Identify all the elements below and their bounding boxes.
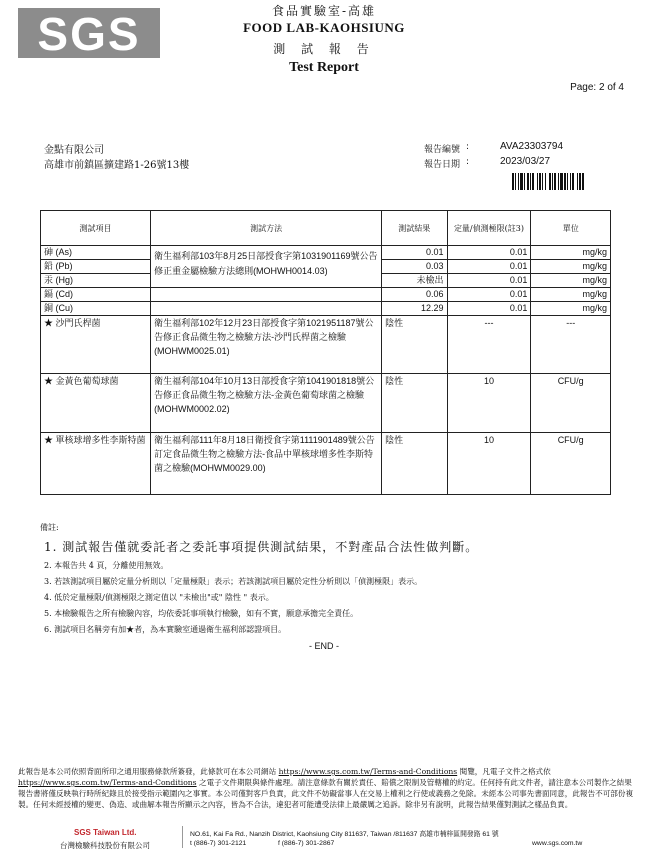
result-cell: 陰性	[382, 316, 447, 374]
barcode-bar	[560, 173, 563, 190]
loq-cell: ---	[447, 316, 531, 374]
barcode-bar	[549, 173, 551, 190]
barcode-bar	[582, 173, 584, 190]
item-cell: 銅 (Cu)	[41, 302, 151, 316]
barcode-bar	[524, 173, 525, 190]
header-item: 測試項目	[41, 211, 151, 246]
header-loq: 定量/偵測極限(註3)	[447, 211, 531, 246]
terms-link[interactable]: https://www.sgs.com.tw/Terms-and-Conditions	[18, 778, 197, 787]
barcode-bar	[537, 173, 538, 190]
report-title-zh: 測 試 報 告	[273, 42, 375, 56]
unit-cell: CFU/g	[531, 374, 611, 433]
result-cell: 陰性	[382, 374, 447, 433]
table-row	[41, 374, 611, 433]
unit-cell: mg/kg	[531, 246, 611, 260]
note-item: 6. 測試項目名稱旁有加★者，為本實驗室通過衛生福利部認證項目。	[44, 625, 287, 634]
sgs-logo-text: SGS	[37, 8, 141, 58]
method-cell: 衛生福利部104年10月13日部授食字第1041901818號公告修正食品微生物之檢驗方法-金黃色葡萄球菌之檢驗(MOHWM0002.02)	[151, 374, 382, 433]
company-phone: t (886-7) 301-2121	[190, 840, 247, 847]
company-name-zh: 台灣檢驗科技股份有限公司	[60, 841, 150, 850]
end-marker: - END -	[309, 641, 339, 651]
results-table	[40, 210, 611, 495]
result-cell: 0.03	[382, 260, 447, 274]
header-unit: 單位	[531, 211, 611, 246]
company-fax: f (886-7) 301-2867	[278, 840, 335, 847]
loq-cell: 0.01	[447, 246, 531, 260]
barcode-bar	[542, 173, 543, 190]
barcode-bar	[545, 173, 546, 190]
note-item: 3. 若該測試項目屬於定量分析則以「定量極限」表示；若該測試項目屬於定性分析則以「偵測極限」表示。	[44, 577, 423, 586]
empty-method-cell	[151, 288, 382, 302]
unit-cell: ---	[531, 316, 611, 374]
barcode-bar	[579, 173, 581, 190]
company-name-en: SGS Taiwan Ltd.	[74, 828, 137, 837]
metals-method-cell: 衛生福利部103年8月25日部授食字第1031901169號公告修正重金屬檢驗方法總則(MOHWH0014.03)	[151, 246, 382, 288]
lab-title-zh: 食品實驗室-高雄	[271, 4, 377, 18]
result-cell: 0.01	[382, 246, 447, 260]
result-cell: 未檢出	[382, 274, 447, 288]
barcode-bar	[515, 173, 516, 190]
report-title-en: Test Report	[289, 60, 359, 75]
barcode-bar	[530, 173, 531, 190]
loq-cell: 0.01	[447, 288, 531, 302]
table-row	[41, 288, 611, 302]
result-cell: 0.06	[382, 288, 447, 302]
empty-method-cell	[151, 302, 382, 316]
note-item: 2. 本報告共 4 頁，分離使用無效。	[44, 561, 169, 570]
disclaimer-text: 此報告是本公司依照背面所印之通用服務條款所簽發，此條款可在本公司網站	[18, 767, 279, 776]
disclaimer	[18, 766, 634, 810]
unit-cell: mg/kg	[531, 260, 611, 274]
barcode-bar	[577, 173, 578, 190]
loq-cell: 10	[447, 433, 531, 495]
item-cell: 汞 (Hg)	[41, 274, 151, 288]
method-cell: 衛生福利部111年8月18日衛授食字第1111901489號公告訂定食品微生物之檢驗方法-食品中單核球增多性李斯特菌之檢驗(MOHWM0029.00)	[151, 433, 382, 495]
loq-cell: 10	[447, 374, 531, 433]
barcode-bar	[558, 173, 559, 190]
company-address: NO.61, Kai Fa Rd., Nanzih District, Kaohsiung City 811637, Taiwan /811637 高雄市楠梓區開發路 61 號	[190, 831, 499, 838]
method-cell: 衛生福利部102年12月23日部授食字第1021951187號公告修正食品微生物之檢驗方法-沙門氏桿菌之檢驗(MOHWM0025.01)	[151, 316, 382, 374]
unit-cell: mg/kg	[531, 288, 611, 302]
note-item: 5. 本檢驗報告之所有檢驗內容，均依委託事項執行檢驗，如有不實，願意承擔完全責任。	[44, 609, 359, 618]
lab-title-en: FOOD LAB-KAOHSIUNG	[243, 20, 405, 35]
item-cell: 鉛 (Pb)	[41, 260, 151, 274]
item-cell: 鎘 (Cd)	[41, 288, 151, 302]
header-method: 測試方法	[151, 211, 382, 246]
report-no-label: 報告編號	[424, 145, 461, 155]
table-row	[41, 433, 611, 495]
client-name: 金點有限公司	[44, 145, 104, 156]
disclaimer-text: 閱覽，凡電子文件之格式依	[457, 767, 551, 776]
terms-link[interactable]: https://www.sgs.com.tw/Terms-and-Conditions	[278, 767, 458, 776]
header-result: 測試結果	[382, 211, 447, 246]
barcode-bar	[564, 173, 566, 190]
barcode-bar	[567, 173, 568, 190]
item-cell: ★ 金黃色葡萄球菌	[41, 374, 151, 433]
barcode-bar	[527, 173, 529, 190]
item-cell: ★ 單核球增多性李斯特菌	[41, 433, 151, 495]
barcode-bar	[518, 173, 519, 190]
page-number: Page: 2 of 4	[570, 82, 624, 93]
unit-cell: CFU/g	[531, 433, 611, 495]
item-cell: 砷 (As)	[41, 246, 151, 260]
barcode-bar	[512, 173, 514, 190]
loq-cell: 0.01	[447, 302, 531, 316]
client-address: 高雄市前鎮區擴建路1-26號13樓	[44, 160, 190, 171]
barcode-bar	[570, 173, 571, 190]
barcode-bar	[552, 173, 553, 190]
report-date-colon: :	[466, 157, 470, 167]
table-row	[41, 246, 611, 260]
barcode-bar	[532, 173, 534, 190]
table-row	[41, 302, 611, 316]
note-item: 1. 測試報告僅就委託者之委託事項提供測試結果，不對產品合法性做判斷。	[44, 540, 479, 554]
barcode	[512, 173, 609, 190]
report-date-value: 2023/03/27	[500, 156, 551, 167]
report-no-colon: :	[466, 142, 470, 152]
notes-title: 備註:	[40, 523, 59, 532]
result-cell: 12.29	[382, 302, 447, 316]
report-date-label: 報告日期	[424, 160, 461, 170]
table-header-row	[41, 211, 611, 246]
barcode-bar	[554, 173, 556, 190]
item-cell: ★ 沙門氏桿菌	[41, 316, 151, 374]
note-item: 4. 低於定量極限/偵測極限之測定值以 "未檢出"或" 陰性 " 表示。	[44, 593, 274, 602]
report-no-value: AVA23303794	[500, 141, 564, 152]
table-row	[41, 316, 611, 374]
disclaimer-text: 之電子文件期限與條件處理。請注意條款有關於責任、賠償之限制及管轄權的約定。任何持有此文件者，請注意本公司製作之結果報告書將僅反映執行時所紀錄且於接受指示範圍內之事實。本公司僅對客戶負責，此文件不妨礙當事人在交易上權利之行使或義務之免除。未經本公司事先書面同意，此報告不可部份複製。任何未經授權的變更、偽造、或曲解本報告所顯示之內容，皆為不合法，違犯者可能遭受法律上最嚴厲之追訴。除非另有說明，此報告結果僅對測試之樣品負責。	[18, 778, 634, 809]
unit-cell: mg/kg	[531, 274, 611, 288]
barcode-bar	[520, 173, 523, 190]
result-cell: 陰性	[382, 433, 447, 495]
footer-divider	[182, 826, 183, 848]
barcode-bar	[572, 173, 574, 190]
barcode-bar	[539, 173, 541, 190]
unit-cell: mg/kg	[531, 302, 611, 316]
loq-cell: 0.01	[447, 274, 531, 288]
company-website[interactable]: www.sgs.com.tw	[532, 840, 583, 847]
loq-cell: 0.01	[447, 260, 531, 274]
